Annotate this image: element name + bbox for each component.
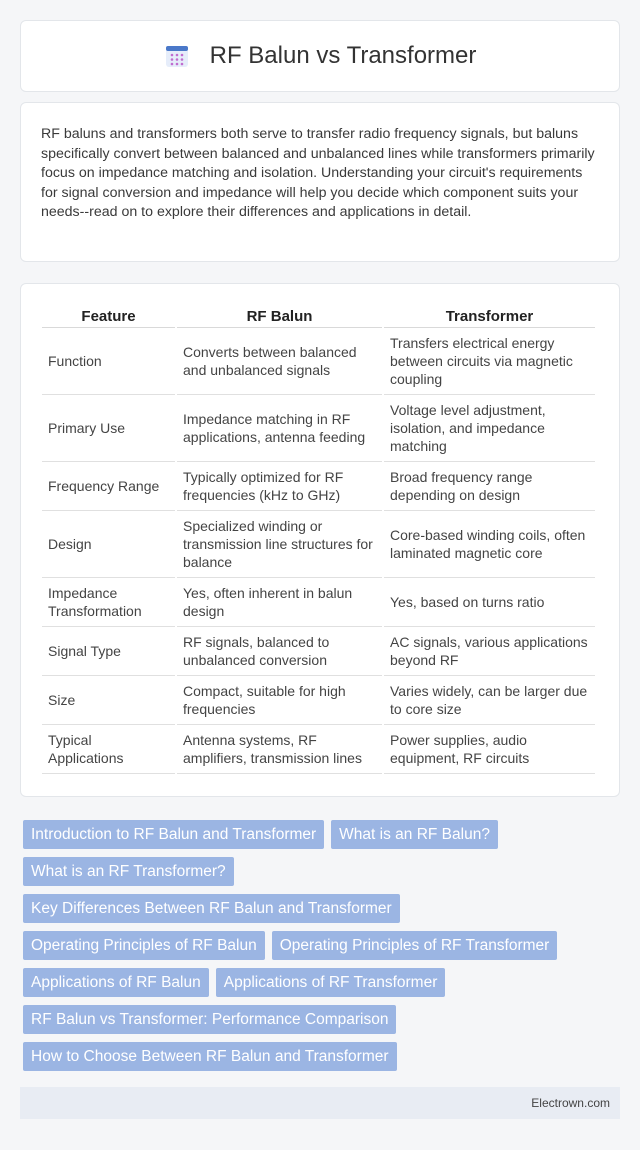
topic-link-what-is-transformer[interactable]: What is an RF Transformer? <box>23 857 234 886</box>
feature-cell: Design <box>42 511 175 578</box>
topic-links <box>23 820 623 1079</box>
transformer-cell: Varies widely, can be larger due to core size <box>384 676 595 725</box>
balun-cell: Impedance matching in RF applications, antenna feeding <box>177 395 382 462</box>
table-row <box>42 395 595 462</box>
table-row <box>42 511 595 578</box>
table-row <box>42 328 595 395</box>
page-header <box>20 20 620 92</box>
transformer-cell: Core-based winding coils, often laminated magnetic core <box>384 511 595 578</box>
table-row <box>42 462 595 511</box>
feature-cell: Impedance Transformation <box>42 578 175 627</box>
transformer-cell: Yes, based on turns ratio <box>384 578 595 627</box>
transformer-cell: Voltage level adjustment, isolation, and impedance matching <box>384 395 595 462</box>
balun-cell: Converts between balanced and unbalanced signals <box>177 328 382 395</box>
topic-link-applications-transformer[interactable]: Applications of RF Transformer <box>216 968 446 997</box>
table-header-row <box>42 304 595 328</box>
balun-cell: Specialized winding or transmission line structures for balance <box>177 511 382 578</box>
table-row <box>42 578 595 627</box>
footer <box>20 1087 620 1119</box>
footer-brand[interactable]: Electrown.com <box>531 1096 610 1110</box>
feature-cell: Size <box>42 676 175 725</box>
topic-link-introduction[interactable]: Introduction to RF Balun and Transformer <box>23 820 324 849</box>
column-header: RF Balun <box>177 304 382 328</box>
feature-cell: Signal Type <box>42 627 175 676</box>
table-row <box>42 676 595 725</box>
topic-link-how-to-choose[interactable]: How to Choose Between RF Balun and Transformer <box>23 1042 397 1071</box>
transformer-cell: Broad frequency range depending on design <box>384 462 595 511</box>
table-row <box>42 725 595 774</box>
page-title: RF Balun vs Transformer <box>209 42 477 69</box>
column-header: Transformer <box>384 304 595 328</box>
topic-link-performance[interactable]: RF Balun vs Transformer: Performance Comparison <box>23 1005 396 1034</box>
transformer-cell: Transfers electrical energy between circuits via magnetic coupling <box>384 328 595 395</box>
balun-cell: Antenna systems, RF amplifiers, transmission lines <box>177 725 382 774</box>
balun-cell: RF signals, balanced to unbalanced conversion <box>177 627 382 676</box>
balun-cell: Typically optimized for RF frequencies (kHz to GHz) <box>177 462 382 511</box>
transformer-cell: AC signals, various applications beyond RF <box>384 627 595 676</box>
comparison-table <box>40 304 597 774</box>
feature-cell: Function <box>42 328 175 395</box>
balun-cell: Yes, often inherent in balun design <box>177 578 382 627</box>
balun-cell: Compact, suitable for high frequencies <box>177 676 382 725</box>
table-row <box>42 627 595 676</box>
feature-cell: Frequency Range <box>42 462 175 511</box>
transformer-cell: Power supplies, audio equipment, RF circuits <box>384 725 595 774</box>
calendar-grid-icon <box>164 43 190 69</box>
topic-link-key-differences[interactable]: Key Differences Between RF Balun and Transformer <box>23 894 400 923</box>
topic-link-applications-balun[interactable]: Applications of RF Balun <box>23 968 209 997</box>
topic-link-principles-balun[interactable]: Operating Principles of RF Balun <box>23 931 265 960</box>
intro-paragraph: RF baluns and transformers both serve to transfer radio frequency signals, but baluns specifically convert between balanced and unbalanced lines while transformers primarily focus on impedance matching and isolation. Understanding your circuit's requirements for signal conversion and impedance will help you decide which component suits your needs--read on to explore their differences and applications in detail. <box>20 102 620 262</box>
column-header: Feature <box>42 304 175 328</box>
feature-cell: Primary Use <box>42 395 175 462</box>
topic-link-what-is-balun[interactable]: What is an RF Balun? <box>331 820 498 849</box>
feature-cell: Typical Applications <box>42 725 175 774</box>
topic-link-principles-transformer[interactable]: Operating Principles of RF Transformer <box>272 931 558 960</box>
comparison-card <box>20 283 620 797</box>
